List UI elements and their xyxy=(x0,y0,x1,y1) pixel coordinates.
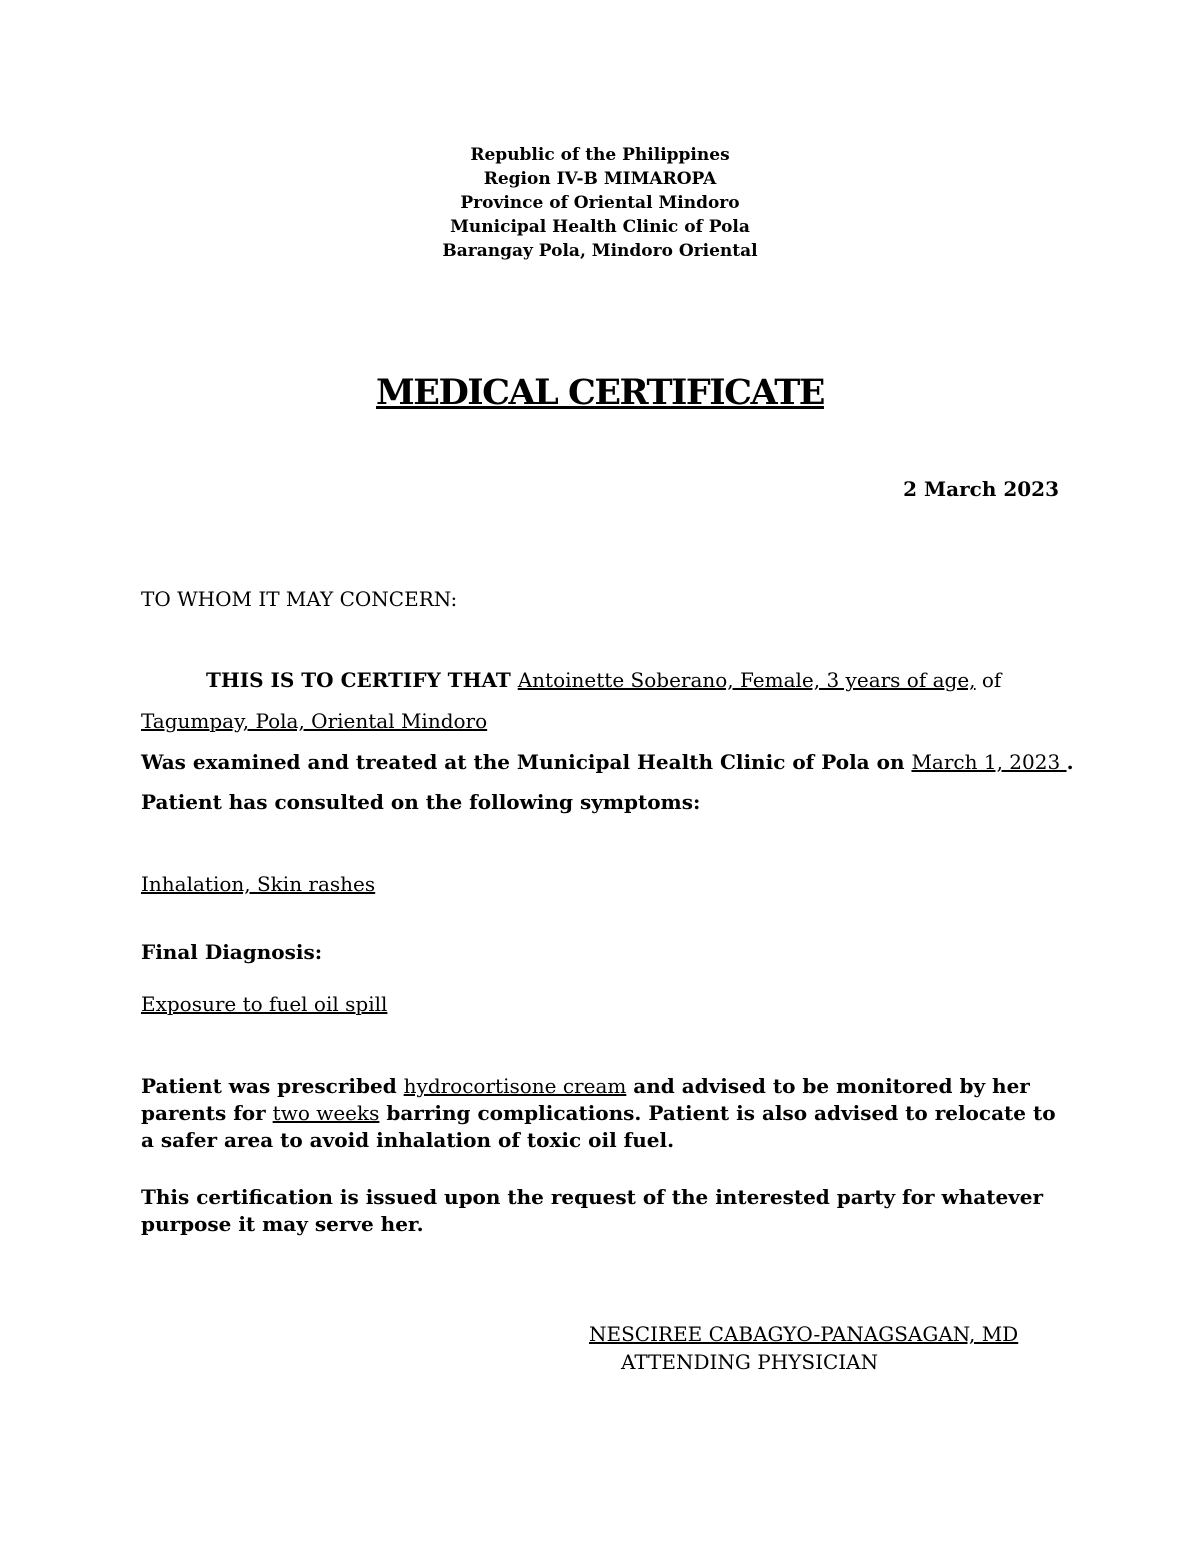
diagnosis-line xyxy=(141,992,387,1016)
physician-title: ATTENDING PHYSICIAN xyxy=(621,1350,879,1374)
prescription-paragraph xyxy=(141,1073,1061,1154)
patient-address: Tagumpay, Pola, Oriental Mindoro xyxy=(141,709,488,733)
certify-of: of xyxy=(975,668,1002,692)
certify-prefix: THIS IS TO CERTIFY THAT xyxy=(206,668,518,692)
exam-date: March 1, 2023 xyxy=(911,750,1067,774)
letterhead-line-province: Province of Oriental Mindoro xyxy=(460,193,740,213)
prescription-text-3: barring complications. Patient is also advised to relocate to a safer area to avoid inhalation of toxic oil fuel. xyxy=(141,1101,1056,1152)
letterhead-line-region: Region IV-B MIMAROPA xyxy=(483,169,717,189)
signature-block xyxy=(589,1320,1018,1376)
salutation: TO WHOM IT MAY CONCERN: xyxy=(141,587,458,611)
prescribed-medicine: hydrocortisone cream xyxy=(403,1074,627,1098)
diagnosis-value: Exposure to fuel oil spill xyxy=(141,992,388,1016)
monitoring-duration: two weeks xyxy=(272,1101,380,1125)
diagnosis-label: Final Diagnosis: xyxy=(141,940,323,964)
letterhead-line-barangay: Barangay Pola, Mindoro Oriental xyxy=(442,241,758,261)
symptoms-line xyxy=(141,872,375,896)
examined-text: Was examined and treated at the Municipal Health Clinic of Pola on xyxy=(141,750,912,774)
prescription-text-1: Patient was prescribed xyxy=(141,1074,404,1098)
examined-line xyxy=(141,750,1074,774)
examined-end: . xyxy=(1066,750,1074,774)
symptoms-label: Patient has consulted on the following symptoms: xyxy=(141,790,701,814)
symptoms-value: Inhalation, Skin rashes xyxy=(141,872,376,896)
issuance-paragraph: This certification is issued upon the request of the interested party for whatever purpose it may serve her. xyxy=(141,1185,1044,1236)
physician-name: NESCIREE CABAGYO-PANAGSAGAN, MD xyxy=(589,1322,1019,1346)
letterhead-line-country: Republic of the Philippines xyxy=(470,145,730,165)
patient-address-line xyxy=(141,709,487,733)
letterhead-line-clinic: Municipal Health Clinic of Pola xyxy=(450,217,750,237)
document-title: MEDICAL CERTIFICATE xyxy=(376,372,824,413)
patient-details: Antoinette Soberano, Female, 3 years of age, xyxy=(517,668,976,692)
issue-date: 2 March 2023 xyxy=(903,477,1059,501)
certify-line xyxy=(206,668,1001,692)
letterhead xyxy=(0,143,1200,263)
prescription-text-2: and advised to be monitored by her parents for xyxy=(141,1074,1030,1125)
